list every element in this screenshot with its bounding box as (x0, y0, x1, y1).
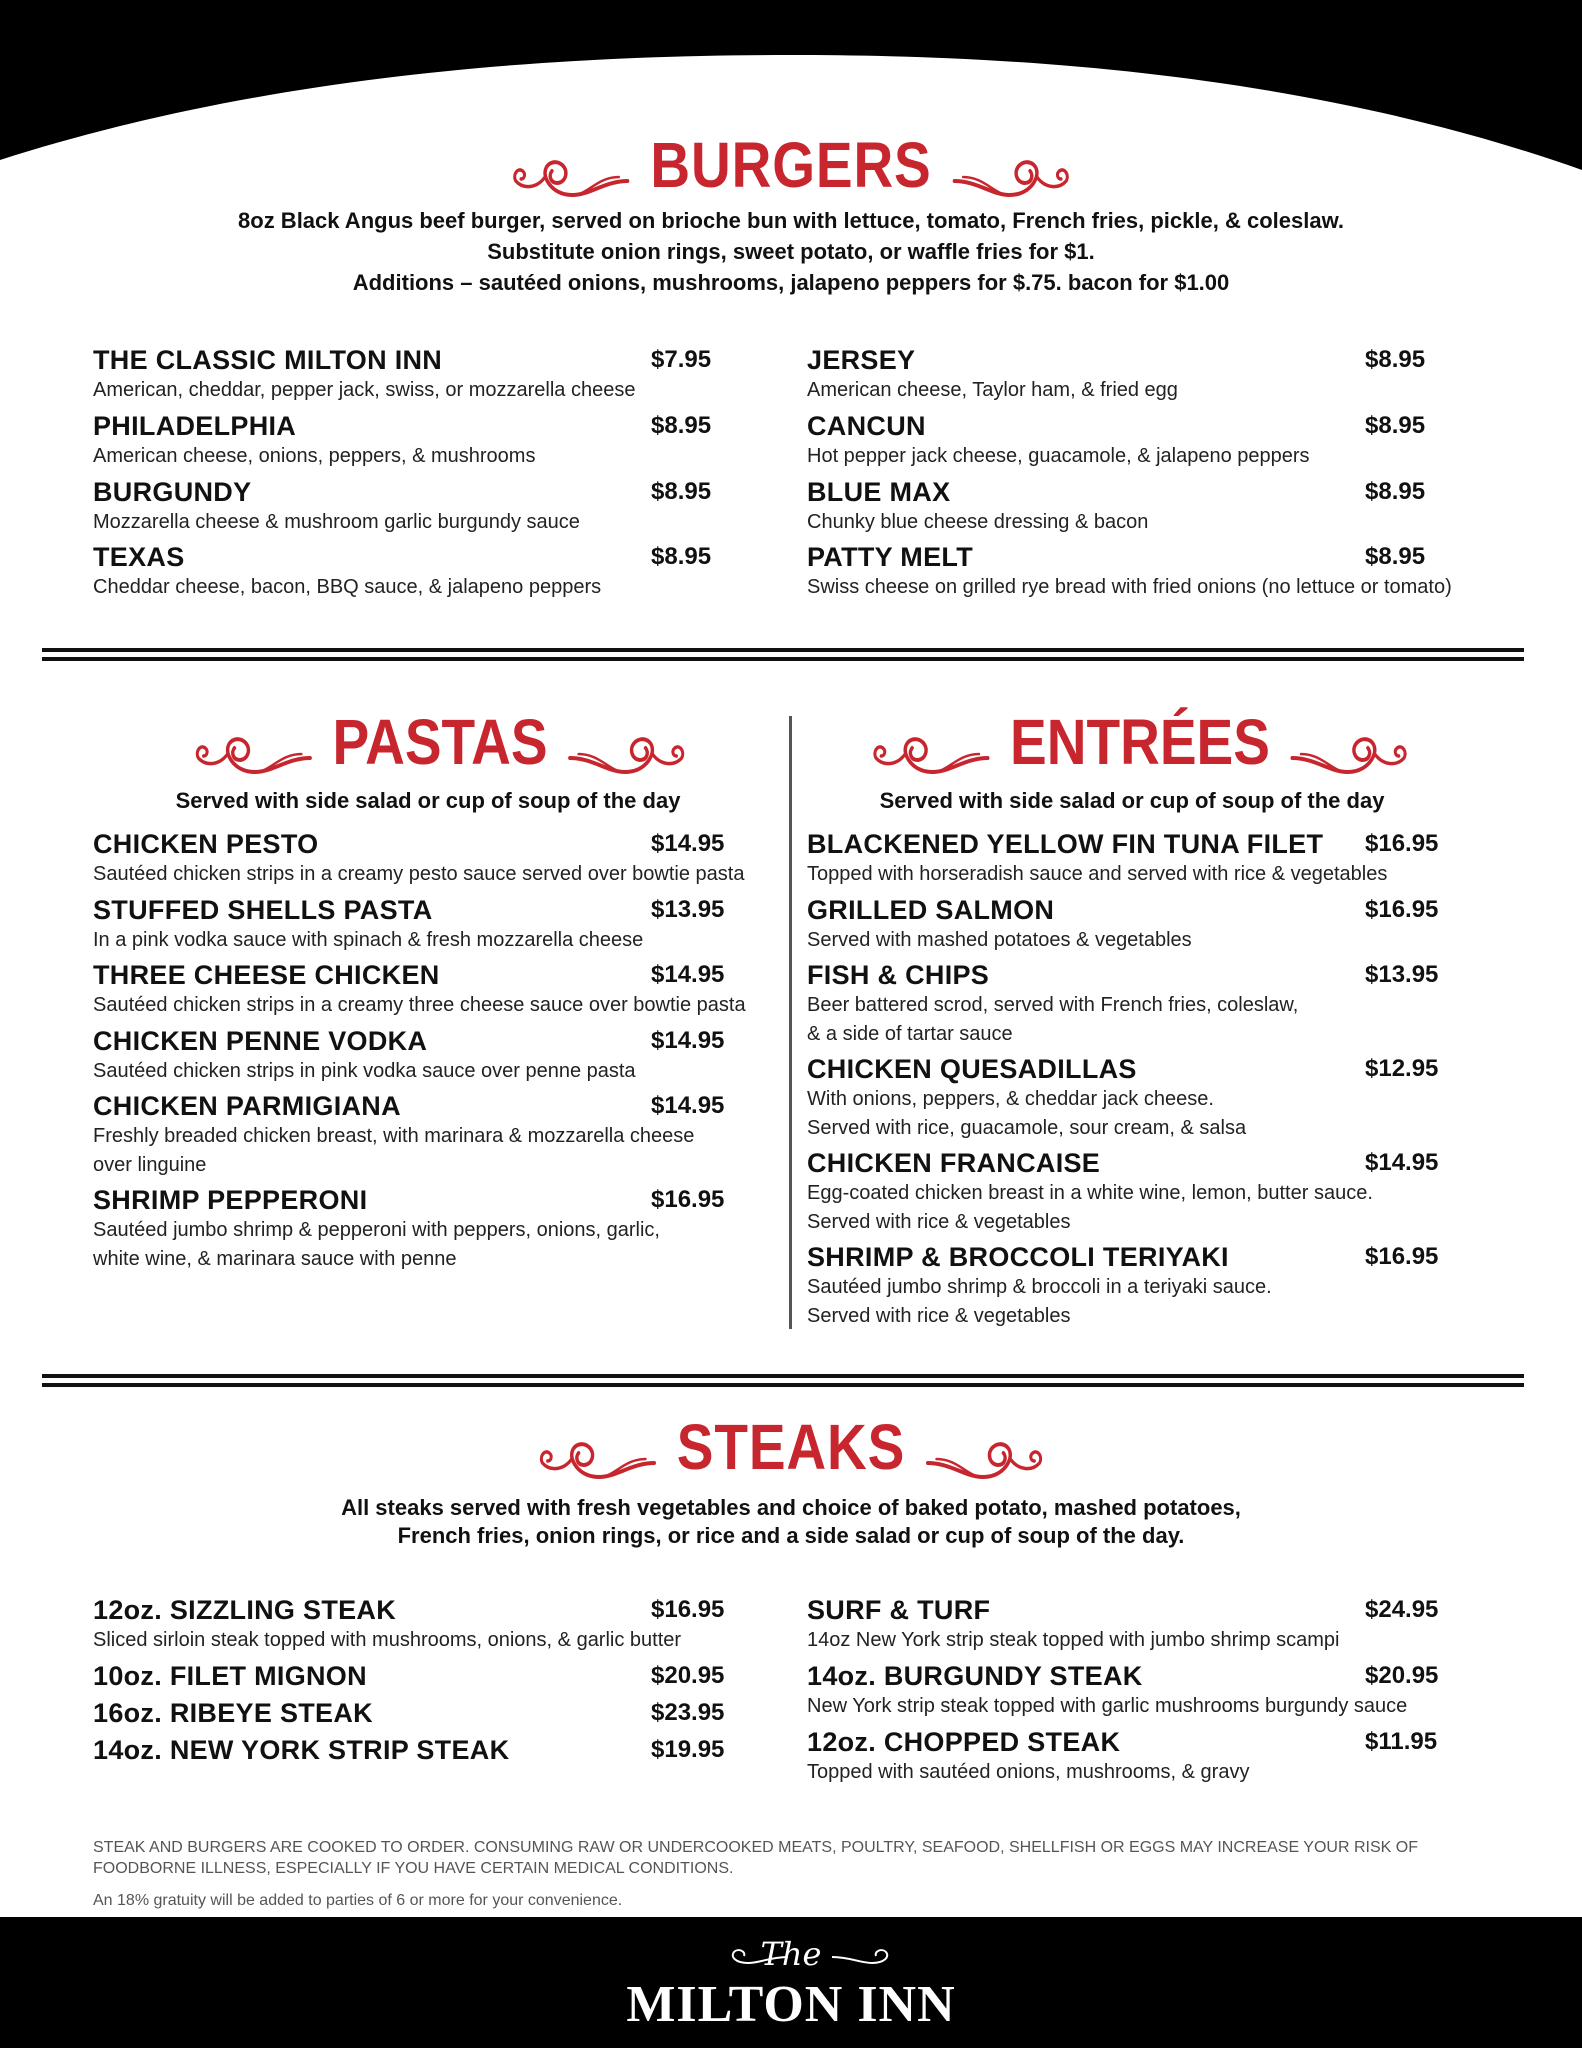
item-price: $7.95 (651, 346, 712, 373)
item-price: $14.95 (651, 830, 725, 857)
item-price: $16.95 (1365, 1243, 1439, 1270)
item-description-continued: over linguine (93, 1154, 207, 1176)
item-price: $16.95 (651, 1186, 725, 1213)
item-description-continued: & a side of tartar sauce (807, 1023, 1013, 1045)
steaks-intro-line-1: All steaks served with fresh vegetables and choice of baked potato, mashed potatoes, (341, 1495, 1241, 1520)
item-price: $8.95 (651, 543, 712, 570)
menu-item (807, 959, 1487, 1049)
item-name: SHRIMP PEPPERONI (93, 1185, 368, 1215)
item-name: 16oz. RIBEYE STEAK (93, 1698, 373, 1728)
section-divider (42, 648, 1524, 661)
right-swirl-ornament-icon (924, 1424, 1044, 1470)
item-description: New York strip steak topped with garlic mushrooms burgundy sauce (807, 1695, 1408, 1717)
item-description: Served with mashed potatoes & vegetables (807, 929, 1192, 951)
item-description: Mozzarella cheese & mushroom garlic burgundy sauce (93, 511, 580, 533)
item-description-continued: Served with rice, guacamole, sour cream, & salsa (807, 1117, 1247, 1139)
menu-item (93, 541, 718, 602)
menu-item (807, 828, 1487, 889)
item-description: Topped with horseradish sauce and served with rice & vegetables (807, 863, 1388, 885)
item-description: Beer battered scrod, served with French fries, coleslaw, (807, 994, 1299, 1016)
item-description: American cheese, Taylor ham, & fried egg (807, 379, 1178, 401)
item-price: $19.95 (651, 1736, 725, 1763)
item-name: SHRIMP & BROCCOLI TERIYAKI (807, 1242, 1229, 1272)
item-description: In a pink vodka sauce with spinach & fresh mozzarella cheese (93, 929, 644, 951)
item-name: BLACKENED YELLOW FIN TUNA FILET (807, 829, 1324, 859)
item-description: Chunky blue cheese dressing & bacon (807, 511, 1149, 533)
menu-item (807, 1594, 1487, 1655)
item-description: Swiss cheese on grilled rye bread with fried onions (no lettuce or tomato) (807, 576, 1452, 598)
item-name: 10oz. FILET MIGNON (93, 1661, 367, 1691)
item-name: JERSEY (807, 345, 916, 375)
item-name: STUFFED SHELLS PASTA (93, 895, 433, 925)
steaks-heading (111, 1410, 1472, 1484)
menu-item (807, 1053, 1487, 1143)
item-description: Sautéed chicken strips in a creamy pesto sauce served over bowtie pasta (93, 863, 745, 885)
item-name: PATTY MELT (807, 542, 973, 572)
menu-item (807, 410, 1487, 471)
pastas-intro: Served with side salad or cup of soup of the day (175, 788, 681, 813)
burgers-intro-line-2: Substitute onion rings, sweet potato, or waffle fries for $1. (487, 239, 1095, 264)
burgers-title: BURGERS (650, 129, 932, 201)
menu-item (93, 1090, 783, 1180)
item-price: $8.95 (651, 478, 712, 505)
steaks-intro-line-2: French fries, onion rings, or rice and a side salad or cup of soup of the day. (397, 1523, 1185, 1548)
menu-item (807, 476, 1487, 537)
item-name: CHICKEN PENNE VODKA (93, 1026, 428, 1056)
right-swirl-ornament-icon (1289, 719, 1409, 765)
item-name: THE CLASSIC MILTON INN (93, 345, 443, 375)
left-swirl-ornament-icon (193, 719, 313, 765)
pastas-heading (148, 705, 733, 779)
item-name: BLUE MAX (807, 477, 951, 507)
menu-item (93, 1660, 783, 1692)
item-price: $14.95 (651, 1027, 725, 1054)
item-description: American cheese, onions, peppers, & mushrooms (93, 445, 536, 467)
item-name: 14oz. NEW YORK STRIP STEAK (93, 1735, 510, 1765)
item-name: THREE CHEESE CHICKEN (93, 960, 440, 990)
gratuity-note: An 18% gratuity will be added to parties of 6 or more for your convenience. (93, 1892, 623, 1909)
footer-right-flourish-icon (830, 1947, 900, 1967)
menu-item (807, 1726, 1487, 1787)
left-swirl-ornament-icon (537, 1424, 657, 1470)
burgers-heading (111, 128, 1472, 202)
item-price: $14.95 (651, 1092, 725, 1119)
item-description-continued: white wine, & marinara sauce with penne (93, 1248, 457, 1270)
item-price: $8.95 (1365, 412, 1426, 439)
burgers-intro (0, 205, 1582, 298)
item-description-continued: Served with rice & vegetables (807, 1211, 1071, 1233)
entrees-heading (848, 705, 1433, 779)
item-name: CHICKEN PESTO (93, 829, 319, 859)
item-description: Sliced sirloin steak topped with mushrooms, onions, & garlic butter (93, 1629, 682, 1651)
menu-item (807, 1147, 1487, 1237)
menu-item (93, 1025, 783, 1086)
menu-item (93, 1594, 783, 1655)
item-name: FISH & CHIPS (807, 960, 990, 990)
item-name: TEXAS (93, 542, 185, 572)
item-name: CANCUN (807, 411, 926, 441)
item-price: $8.95 (1365, 543, 1426, 570)
item-price: $8.95 (651, 412, 712, 439)
pastas-title: PASTAS (332, 706, 548, 778)
item-price: $8.95 (1365, 478, 1426, 505)
item-description: 14oz New York strip steak topped with jumbo shrimp scampi (807, 1629, 1340, 1651)
menu-item (807, 541, 1487, 602)
menu-item (807, 894, 1487, 955)
item-description: Sautéed chicken strips in a creamy three cheese sauce over bowtie pasta (93, 994, 746, 1016)
item-price: $13.95 (1365, 961, 1439, 988)
left-swirl-ornament-icon (511, 142, 631, 188)
menu-item (93, 410, 718, 471)
item-description: Sautéed jumbo shrimp & broccoli in a teriyaki sauce. (807, 1276, 1272, 1298)
item-name: CHICKEN PARMIGIANA (93, 1091, 401, 1121)
item-price: $16.95 (651, 1596, 725, 1623)
item-price: $16.95 (1365, 830, 1439, 857)
right-swirl-ornament-icon (566, 719, 686, 765)
right-swirl-ornament-icon (951, 142, 1071, 188)
item-name: CHICKEN QUESADILLAS (807, 1054, 1137, 1084)
item-price: $14.95 (651, 961, 725, 988)
logo-name: MILTON INN (626, 1976, 956, 2033)
menu-item (807, 1241, 1487, 1331)
burgers-intro-line-3: Additions – sautéed onions, mushrooms, jalapeno peppers for $.75. bacon for $1.00 (352, 270, 1230, 295)
menu-item (93, 1697, 783, 1729)
menu-item (807, 344, 1487, 405)
menu-item (93, 828, 783, 889)
left-swirl-ornament-icon (871, 719, 991, 765)
item-price: $20.95 (1365, 1662, 1439, 1689)
item-description: American, cheddar, pepper jack, swiss, or mozzarella cheese (93, 379, 636, 401)
item-price: $20.95 (651, 1662, 725, 1689)
item-price: $24.95 (1365, 1596, 1439, 1623)
item-description: Topped with sautéed onions, mushrooms, & gravy (807, 1761, 1250, 1783)
item-description: Egg-coated chicken breast in a white wine, lemon, butter sauce. (807, 1182, 1373, 1204)
steaks-intro (0, 1494, 1582, 1550)
item-description: With onions, peppers, & cheddar jack cheese. (807, 1088, 1214, 1110)
item-price: $13.95 (651, 896, 725, 923)
burgers-intro-line-1: 8oz Black Angus beef burger, served on brioche bun with lettuce, tomato, French fries, pickle, & coleslaw. (238, 208, 1344, 233)
item-name: CHICKEN FRANCAISE (807, 1148, 1101, 1178)
section-divider (42, 1374, 1524, 1387)
item-name: SURF & TURF (807, 1595, 991, 1625)
item-price: $14.95 (1365, 1149, 1439, 1176)
item-name: 14oz. BURGUNDY STEAK (807, 1661, 1143, 1691)
menu-item (93, 1734, 783, 1766)
item-description: Sautéed chicken strips in pink vodka sauce over penne pasta (93, 1060, 636, 1082)
menu-item (93, 959, 783, 1020)
steaks-title: STEAKS (676, 1411, 906, 1483)
entrees-intro: Served with side salad or cup of soup of the day (879, 788, 1385, 813)
menu-item (93, 344, 718, 405)
item-name: 12oz. SIZZLING STEAK (93, 1595, 397, 1625)
item-name: GRILLED SALMON (807, 895, 1055, 925)
footer-logo-band (0, 1917, 1582, 2048)
logo-the: The (760, 1935, 822, 1973)
item-description: Hot pepper jack cheese, guacamole, & jalapeno peppers (807, 445, 1310, 467)
menu-item (93, 476, 718, 537)
item-name: 12oz. CHOPPED STEAK (807, 1727, 1121, 1757)
item-description-continued: Served with rice & vegetables (807, 1305, 1071, 1327)
item-name: BURGUNDY (93, 477, 252, 507)
menu-item (93, 1184, 783, 1274)
item-price: $23.95 (651, 1699, 725, 1726)
column-divider (789, 716, 792, 1329)
entrees-title: ENTRÉES (1010, 706, 1270, 778)
item-price: $8.95 (1365, 346, 1426, 373)
item-description: Cheddar cheese, bacon, BBQ sauce, & jalapeno peppers (93, 576, 602, 598)
item-price: $12.95 (1365, 1055, 1439, 1082)
item-description: Freshly breaded chicken breast, with marinara & mozzarella cheese (93, 1125, 695, 1147)
item-description: Sautéed jumbo shrimp & pepperoni with peppers, onions, garlic, (93, 1219, 660, 1241)
item-price: $11.95 (1365, 1728, 1438, 1755)
food-safety-disclaimer: STEAK AND BURGERS ARE COOKED TO ORDER. CONSUMING RAW OR UNDERCOOKED MEATS, POULTRY, SEAFOOD, SHELLFISH OR EGGS MAY INCREASE YOUR RISK OF FOODBORNE ILLNESS, ESPECIALLY IF YOU HAVE CERTAIN MEDICAL CONDITIONS. (93, 1839, 1418, 1877)
item-price: $16.95 (1365, 896, 1439, 923)
item-name: PHILADELPHIA (93, 411, 297, 441)
menu-item (807, 1660, 1487, 1721)
menu-item (93, 894, 783, 955)
